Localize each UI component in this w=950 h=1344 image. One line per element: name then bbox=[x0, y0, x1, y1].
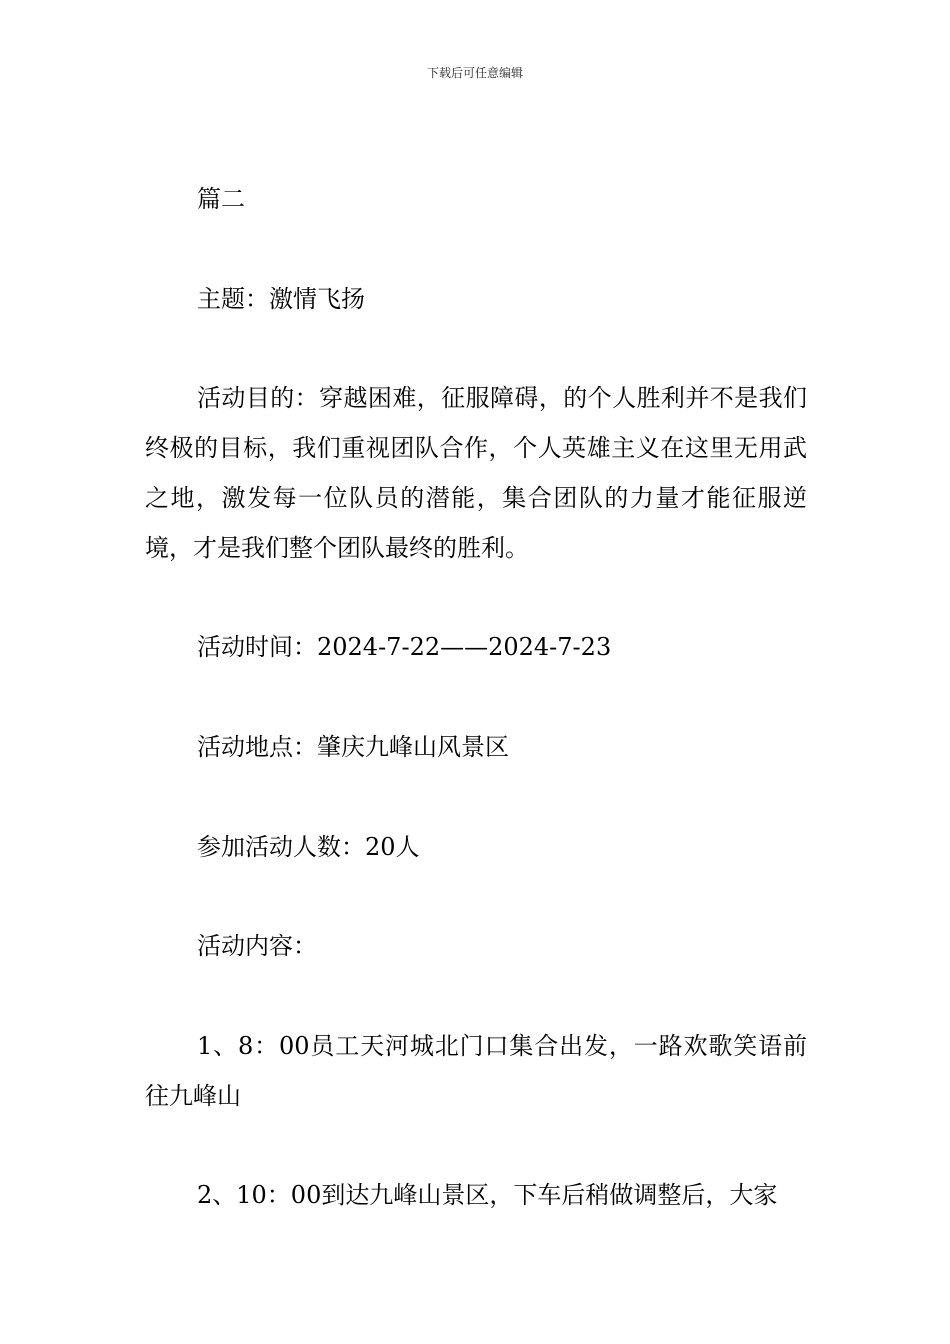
participants-line: 参加活动人数：20人 bbox=[197, 833, 420, 861]
list-item: 1、8：00员工天河城北门口集合出发，一路欢歌笑语前往九峰山 bbox=[145, 1032, 807, 1110]
purpose-paragraph: 活动目的：穿越困难，征服障碍，的个人胜利并不是我们终极的目标，我们重视团队合作，个人英雄主义在这里无用武之地，激发每一位队员的潜能，集合团队的力量才能征服逆境，才是我们整个团队最终的胜利。 bbox=[145, 384, 807, 562]
list-item: 2、10：00到达九峰山景区，下车后稍做调整后，大家 bbox=[197, 1181, 778, 1209]
section-title: 篇二 bbox=[197, 185, 245, 213]
time-line: 活动时间：2024-7-22——2024-7-23 bbox=[197, 633, 612, 661]
theme-line: 主题：激情飞扬 bbox=[197, 285, 365, 313]
content-label: 活动内容： bbox=[197, 932, 317, 960]
location-line: 活动地点：肇庆九峰山风景区 bbox=[197, 733, 509, 761]
page-header: 下载后可任意编辑 bbox=[426, 66, 523, 80]
